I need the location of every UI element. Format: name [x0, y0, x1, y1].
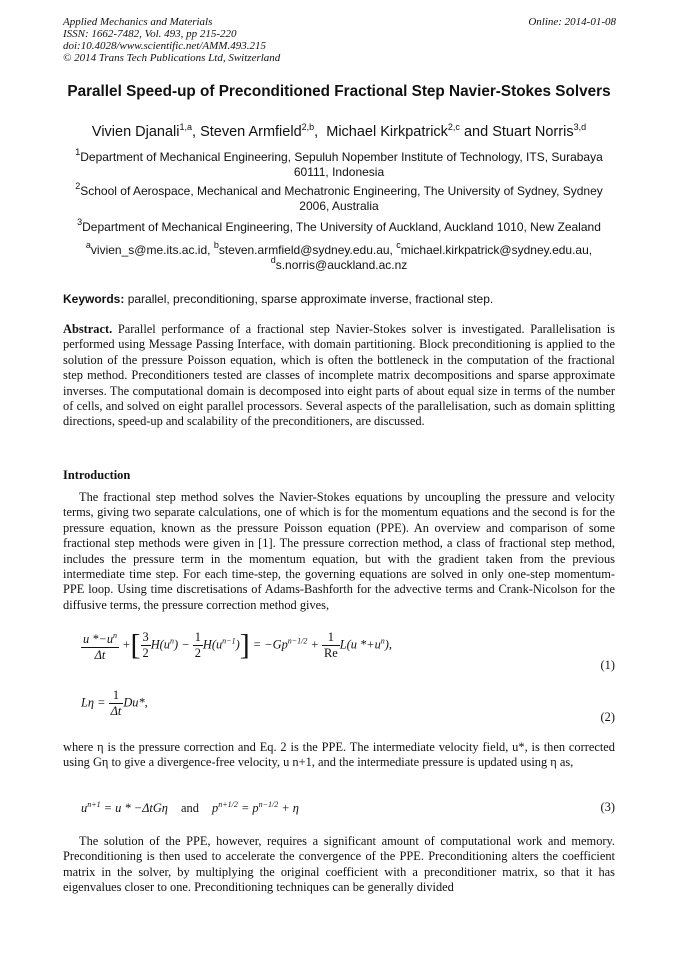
intro-paragraph-1: The fractional step method solves the Navier-Stokes equations by uncoupling the pressure and velocity terms, giving two separate calculations, one of which is for the momentum equations and the second is for the pressure equation, known as the pressure Poisson equation (PPE). An overview and comparison of some fractional step methods were given in [1]. The pressure correction method, a class of fractional step method, includes the pressure term in the momentum equation, but with the gradient taken from the previous intermediate time step. For each time-step, the governing equations are solved in only one-step momentum-PPE loop. Using time discretisations of Adams-Bashforth for the advective terms and Crank-Nicolson for the diffusive terms, the pressure correction method gives,: [63, 490, 615, 612]
email-link[interactable]: vivien_s@me.its.ac.id,: [90, 243, 211, 257]
equation-2: [63, 688, 615, 728]
copyright-line: © 2014 Trans Tech Publications Ltd, Switzerland: [63, 52, 281, 64]
affiliation-1: $^1$Department of Mechanical Engineering, Sepuluh Nopember Institute of Technology, ITS, Surabaya 60111, Indonesia: [75, 147, 603, 179]
intro-paragraph-3: The solution of the PPE, however, requires a significant amount of computational work and memory. Preconditioning is then used to accelerate the convergence of the PPE. Preconditioning alters the coefficient matrix in the solver, by multiplying the original coefficient with a preconditioner matrix, so that it has eigenvalues closer to one. Preconditioning techniques can be generally divided: [63, 834, 615, 895]
equation-3-body: $u^{n+1} = u * -\Delta tG\eta$ and $p^{n+1/2} = p^{n-1/2} + \eta$: [81, 800, 299, 816]
author-name: Vivien Djanali: [91, 124, 180, 140]
author-sup: 1,a: [179, 122, 193, 132]
equation-2-body: Lη = $\frac{1}{\Delta t}$ Du*,: [81, 688, 148, 718]
author-name: Michael Kirkpatrick: [326, 124, 448, 140]
author-sup: 2,c: [447, 122, 460, 132]
equation-1-body: $\frac{u *-u^n}{\Delta t}$ +[ $\frac{3}{2}$ $H(u^n)$ − $\frac{1}{2}$ $H(u^{n-1})] = -Gp^{n-1/2}$ + $\frac{1}{Re}$ L(u $*+u^n$),: [83, 628, 393, 663]
author-name: Stuart Norris: [492, 124, 574, 140]
affiliation-2: $^2$School of Aerospace, Mechanical and Mechatronic Engineering, The University of Sydney, Sydney 2006, Australia: [75, 181, 603, 213]
email-list: $^a$vivien_s@me.its.ac.id, $^b$steven.armfield@sydney.edu.au, $^c$michael.kirkpatrick@sydney.edu.au, $^d$s.norris@auckland.ac.nz: [85, 240, 593, 272]
affiliation-3: $^3$Department of Mechanical Engineering, The University of Auckland, Auckland 1010, New Zealand: [77, 217, 601, 234]
email-link[interactable]: s.norris@auckland.ac.nz: [275, 258, 408, 272]
keywords: [63, 292, 615, 307]
doi-line: doi:10.4028/www.scientific.net/AMM.493.215: [63, 40, 266, 52]
author-list: Vivien Djanali$^{1,a}$, Steven Armfield$^{2,b}$, Michael Kirkpatrick$^{2,c}$ and Stuart Norris$^{3,d}$: [91, 122, 587, 140]
equation-number: (2): [600, 710, 615, 724]
keywords-label: Keywords:: [63, 292, 125, 306]
paper-title: Parallel Speed-up of Preconditioned Fractional Step Navier-Stokes Solvers: [67, 83, 611, 100]
equation-connector: and: [181, 801, 199, 816]
abstract-text: Parallel performance of a fractional step Navier-Stokes solver is investigated. Parallelisation is performed using Message Passing Interface, with domain partitioning. Block preconditioning is applied to the solution of the pressure Poisson equation, which is often the bottleneck in the computation of the fractional step method. Preconditioners tested are classes of incomplete matrix decompositions and sparse approximate inverses. The computational domain is decomposed into eight parts of about equal size in terms of the number of cells, and solved on eight parallel processors. Several aspects of the parallelisation, such as domain splitting directions, speed-up and scalability of the preconditioners, are discussed.: [63, 322, 615, 429]
abstract: [63, 322, 615, 430]
journal-header: [63, 16, 280, 64]
equation-number: (1): [600, 658, 615, 672]
abstract-label: Abstract.: [63, 322, 113, 336]
equation-number: (3): [600, 800, 615, 814]
intro-paragraph-2: where η is the pressure correction and Eq. 2 is the PPE. The intermediate velocity field, u*, is then corrected using Gη to give a divergence-free velocity, u n+1, and the intermediate pressure is updated using η as,: [63, 740, 615, 770]
issn-line: ISSN: 1662-7482, Vol. 493, pp 215-220: [63, 28, 237, 40]
author-sup: 2,b: [301, 122, 315, 132]
email-link[interactable]: steven.armfield@sydney.edu.au,: [218, 243, 393, 257]
author-sup: 3,d: [573, 122, 587, 132]
email-link[interactable]: michael.kirkpatrick@sydney.edu.au,: [400, 243, 593, 257]
equation-3: [63, 800, 615, 820]
keywords-text: parallel, preconditioning, sparse approximate inverse, fractional step.: [127, 292, 494, 306]
author-name: Steven Armfield: [200, 124, 302, 140]
journal-name: Applied Mechanics and Materials: [63, 16, 213, 28]
online-date: Online: 2014-01-08: [528, 16, 616, 28]
section-heading-introduction: Introduction: [63, 468, 131, 482]
equation-1: [63, 628, 615, 678]
